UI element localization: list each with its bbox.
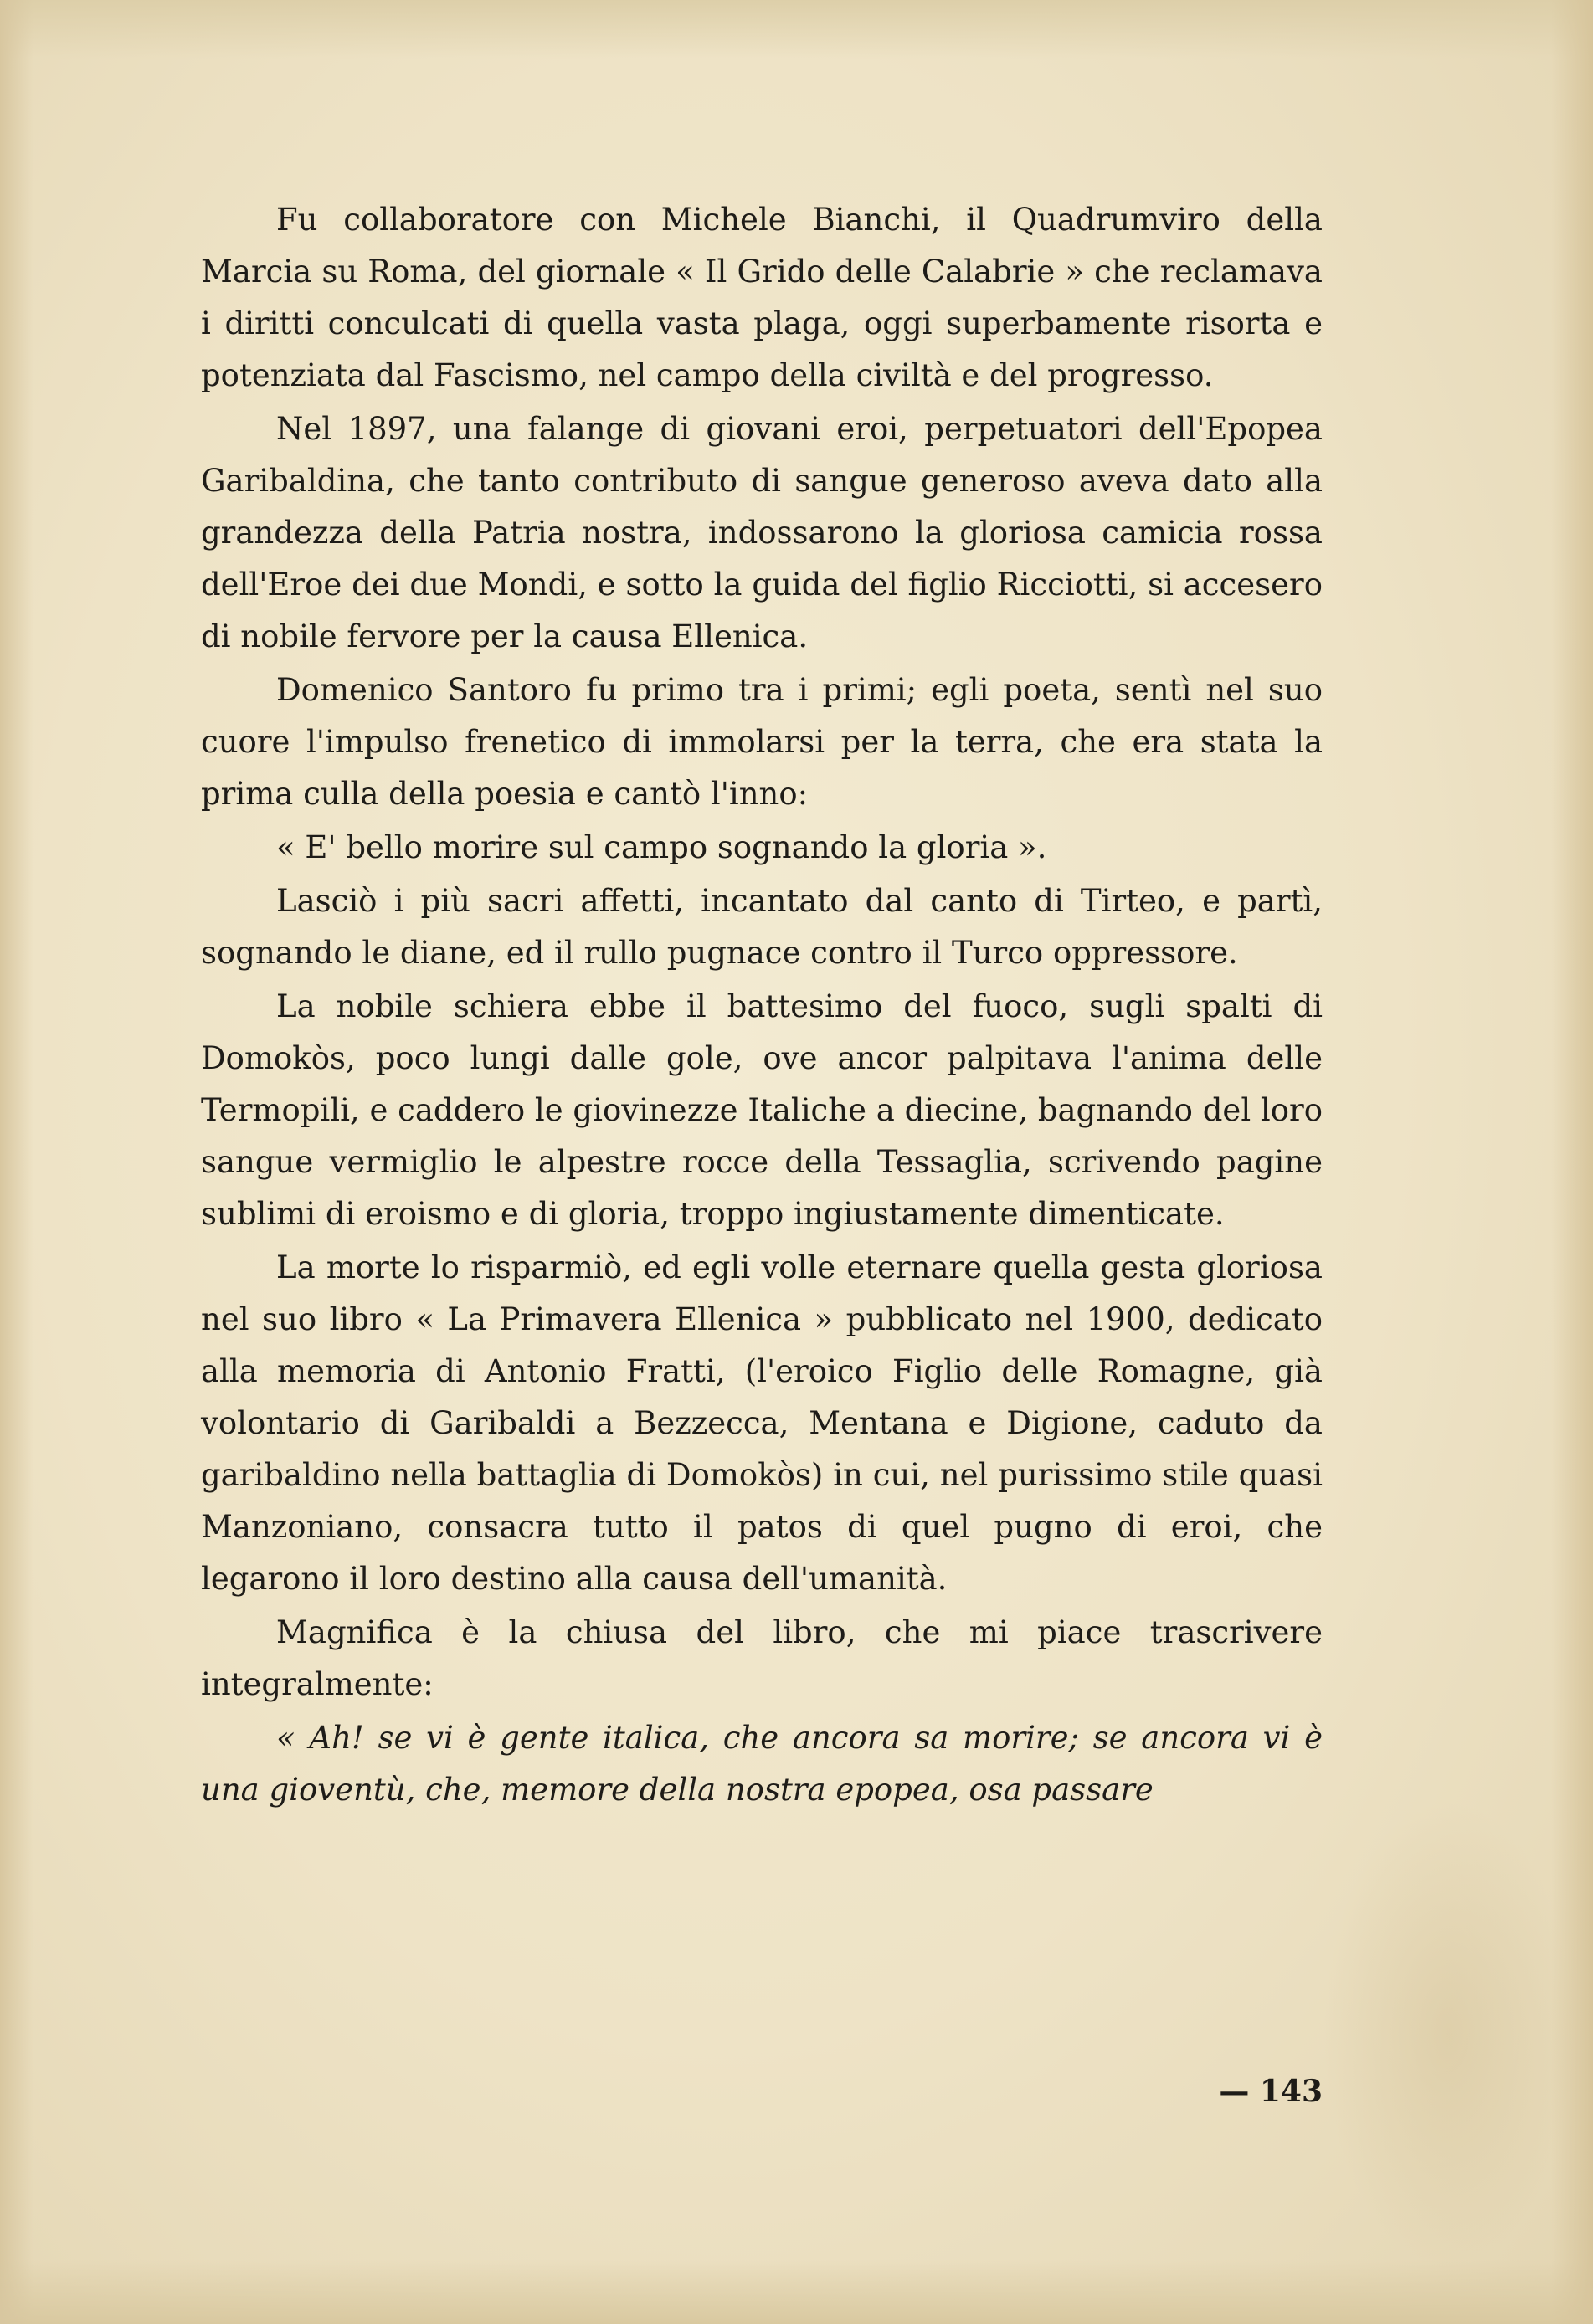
paragraph-2: Nel 1897, una falange di giovani eroi, perpetuatori dell'Epopea Garibaldina, che tanto contributo di sangue generoso aveva dato alla grandezza della Patria nostra, indossarono la gloriosa camicia rossa dell'Eroe dei due Mondi, e sotto la guida del figlio Ricciotti, si accesero di nobile fervore per la causa Ellenica.: [201, 411, 1323, 654]
paper-edge-top: [0, 0, 1593, 59]
paragraph-7: Magnifica è la chiusa del libro, che mi piace trascrivere integralmente:: [201, 1614, 1323, 1702]
paragraph-1: Fu collaboratore con Michele Bianchi, il Quadrumviro della Marcia su Roma, del giornale « Il Grido delle Calabrie » che reclamava i diritti conculcati di quella vasta plaga, oggi superbamente risorta e potenziata dal Fascismo, nel campo della civiltà e del progresso.: [201, 202, 1323, 393]
paragraph-italic-quote: « Ah! se vi è gente italica, che ancora sa morire; se ancora vi è una gioventù, che, memore della nostra epopea, osa passare: [201, 1720, 1323, 1808]
paragraph-3: Domenico Santoro fu primo tra i primi; egli poeta, sentì nel suo cuore l'impulso frenetico di immolarsi per la terra, che era stata la prima culla della poesia e cantò l'inno:: [201, 672, 1323, 812]
paper-edge-bottom: [0, 2260, 1593, 2324]
paper-edge-left: [0, 0, 33, 2324]
paragraph-5: La nobile schiera ebbe il battesimo del fuoco, sugli spalti di Domokòs, poco lungi dalle gole, ove ancor palpitava l'anima delle Termopili, e caddero le giovinezze Italiche a diecine, bagnando del loro sangue vermiglio le alpestre rocce della Tessaglia, scrivendo pagine sublimi di eroismo e di gloria, troppo ingiustamente dimenticate.: [201, 988, 1323, 1232]
paragraph-6: La morte lo risparmiò, ed egli volle eternare quella gesta gloriosa nel suo libro « La Primavera Ellenica » pubblicato nel 1900, dedicato alla memoria di Antonio Fratti, (l'eroico Figlio delle Romagne, già volontario di Garibaldi a Bezzecca, Mentana e Digione, caduto da garibaldino nella battaglia di Domokòs) in cui, nel purissimo stile quasi Manzoniano, consacra tutto il patos di quel pugno di eroi, che legarono il loro destino alla causa dell'umanità.: [201, 1249, 1323, 1597]
quote-line: « E' bello morire sul campo sognando la gloria ».: [276, 829, 1047, 865]
paper-stain: [1323, 1799, 1574, 2268]
page-number: — 143: [1219, 2074, 1323, 2109]
paragraph-4: Lasciò i più sacri affetti, incantato dal canto di Tirteo, e partì, sognando le diane, ed il rullo pugnace contro il Turco oppressore.: [201, 883, 1323, 971]
body-text: [201, 194, 1323, 1818]
